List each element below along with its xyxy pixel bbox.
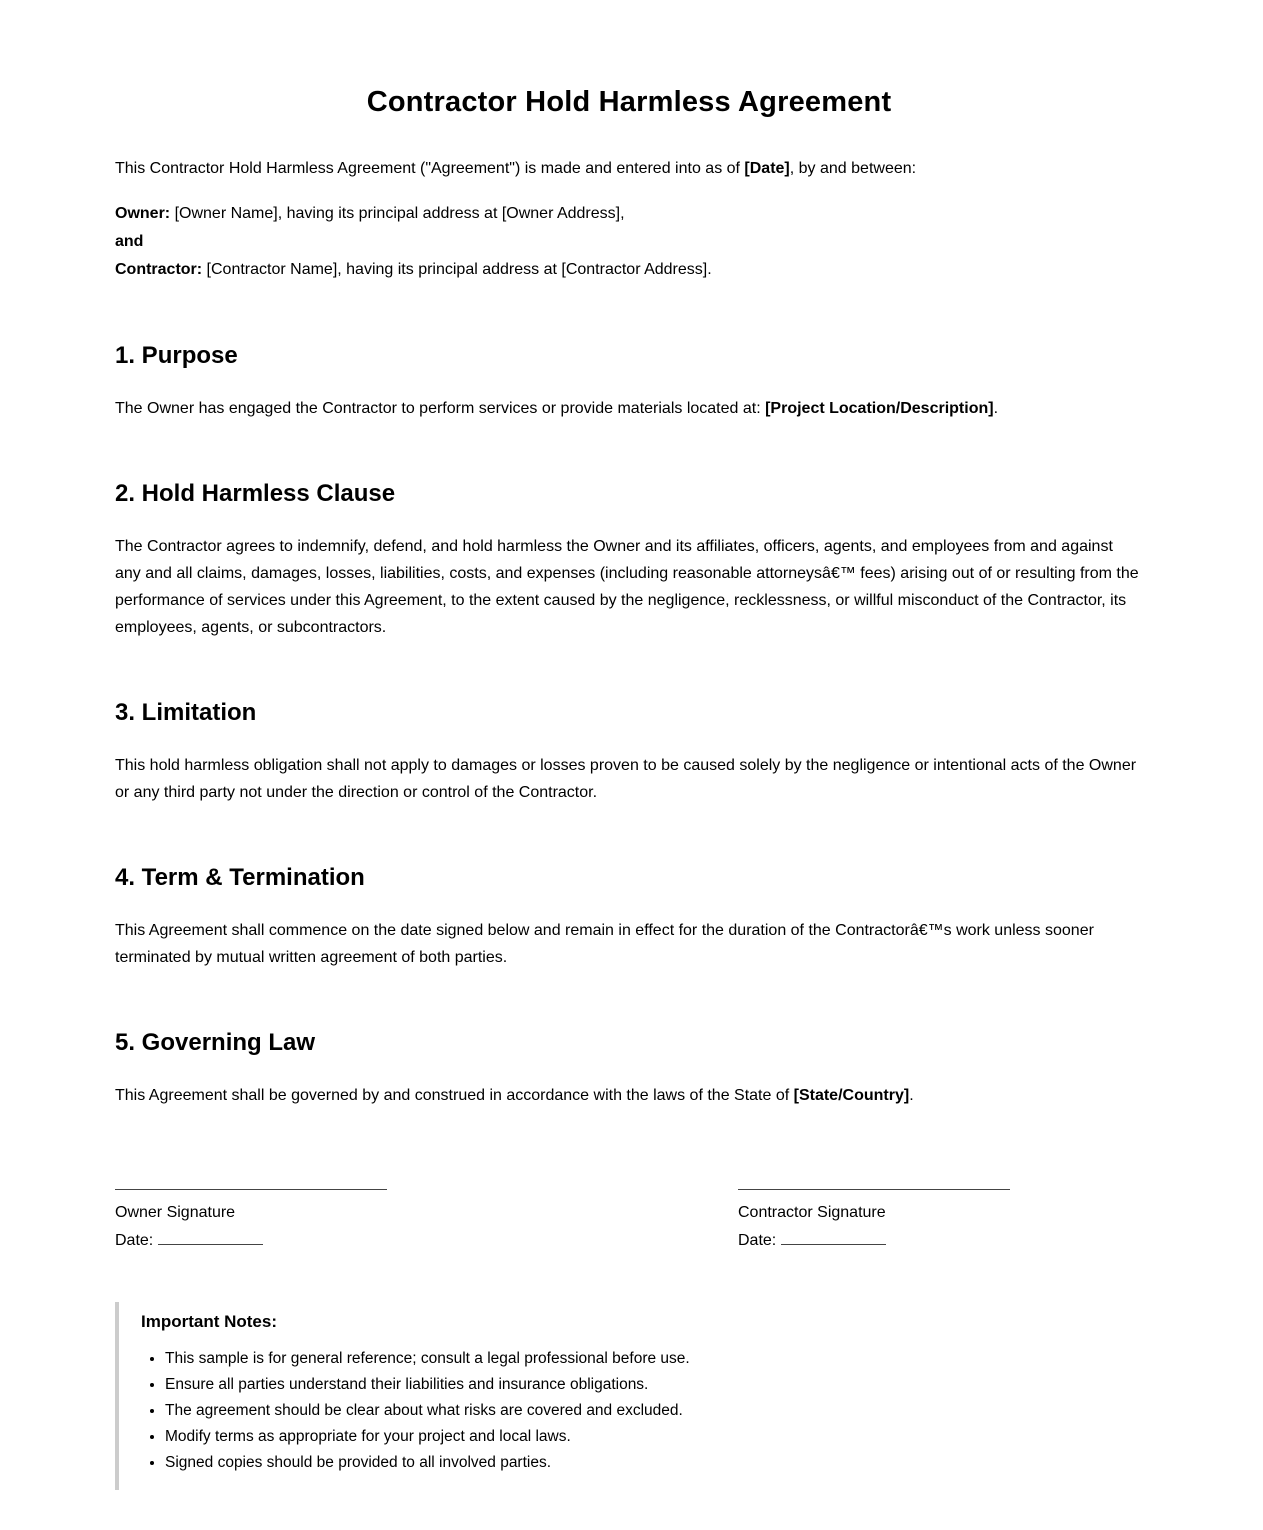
important-notes-box: [115, 1302, 815, 1490]
governing-law-text-post: .: [909, 1087, 914, 1104]
document-title: Contractor Hold Harmless Agreement: [366, 86, 892, 118]
important-notes-heading: Important Notes:: [141, 1312, 277, 1331]
contractor-signature-label: Contractor Signature: [738, 1204, 886, 1221]
purpose-text-post: .: [993, 400, 999, 417]
and-label: and: [115, 233, 144, 250]
signature-block: [115, 1189, 1010, 1254]
section-body-term-termination: This Agreement shall commence on the date signed below and remain in effect for the duration of the Contractorâ€™s work unless sooner terminated by mutual written agreement of both parties.: [115, 922, 1094, 966]
contractor-date-label: Date:: [738, 1232, 777, 1249]
note-item: • This sample is for general reference; consult a legal professional before use.: [165, 1346, 815, 1372]
owner-date-underline: [158, 1231, 263, 1245]
section-governing-law: [115, 1029, 1143, 1109]
date-placeholder: [Date]: [744, 160, 790, 177]
important-notes-list: [141, 1346, 815, 1476]
section-heading-governing-law: 5. Governing Law: [115, 1029, 316, 1056]
section-body-hold-harmless: The Contractor agrees to indemnify, defend, and hold harmless the Owner and its affiliates, officers, agents, and employees from and against any and all claims, damages, losses, liabilities, costs, and expenses (including reasonable attorneysâ€™ fees) arising out of or resulting from the performance of services under this Agreement, to the extent caused by the negligence, recklessness, or willful misconduct of the Contractor, its employees, agents, or subcontractors.: [115, 538, 1139, 636]
contractor-date-line: [738, 1228, 1010, 1254]
section-heading-hold-harmless: 2. Hold Harmless Clause: [115, 480, 396, 507]
contractor-text: [Contractor Name], having its principal address at [Contractor Address].: [202, 261, 712, 278]
purpose-text-pre: The Owner has engaged the Contractor to perform services or provide materials located at:: [115, 400, 766, 417]
section-heading-limitation: 3. Limitation: [115, 699, 257, 726]
owner-date-line: [115, 1228, 387, 1254]
project-location-placeholder: [Project Location/Description]: [765, 400, 994, 417]
intro-text-pre: This Contractor Hold Harmless Agreement ("Agreement") is made and entered into as of: [115, 160, 745, 177]
section-heading-term-termination: 4. Term & Termination: [115, 864, 365, 891]
state-country-placeholder: [State/Country]: [793, 1087, 910, 1104]
parties-paragraph: [115, 200, 1143, 284]
intro-paragraph: [115, 155, 1143, 182]
owner-signature-label: Owner Signature: [115, 1204, 236, 1221]
section-body-purpose: [115, 395, 1143, 422]
note-item: • The agreement should be clear about what risks are covered and excluded.: [165, 1398, 815, 1424]
owner-text: [Owner Name], having its principal address at [Owner Address],: [170, 205, 625, 222]
contractor-label: Contractor:: [115, 261, 203, 278]
owner-label: Owner:: [115, 205, 171, 222]
section-purpose: [115, 342, 1143, 422]
owner-signature-line: [115, 1189, 387, 1190]
section-term-termination: [115, 864, 1143, 971]
section-body-limitation: This hold harmless obligation shall not apply to damages or losses proven to be caused solely by the negligence or intentional acts of the Owner or any third party not under the direction or control of the Contractor.: [115, 757, 1137, 801]
owner-signature-block: [115, 1189, 387, 1254]
intro-text-post: , by and between:: [789, 160, 917, 177]
contractor-date-underline: [781, 1231, 886, 1245]
contractor-signature-block: [738, 1189, 1010, 1254]
note-item: • Signed copies should be provided to all involved parties.: [165, 1450, 815, 1476]
section-limitation: [115, 699, 1143, 806]
governing-law-text-pre: This Agreement shall be governed by and construed in accordance with the laws of the State of: [115, 1087, 794, 1104]
section-body-governing-law: [115, 1082, 1143, 1109]
contractor-signature-line: [738, 1189, 1010, 1190]
note-item: • Ensure all parties understand their liabilities and insurance obligations.: [165, 1372, 815, 1398]
owner-date-label: Date:: [115, 1232, 154, 1249]
section-heading-purpose: 1. Purpose: [115, 342, 238, 369]
section-hold-harmless-clause: [115, 480, 1143, 641]
note-item: • Modify terms as appropriate for your project and local laws.: [165, 1424, 815, 1450]
